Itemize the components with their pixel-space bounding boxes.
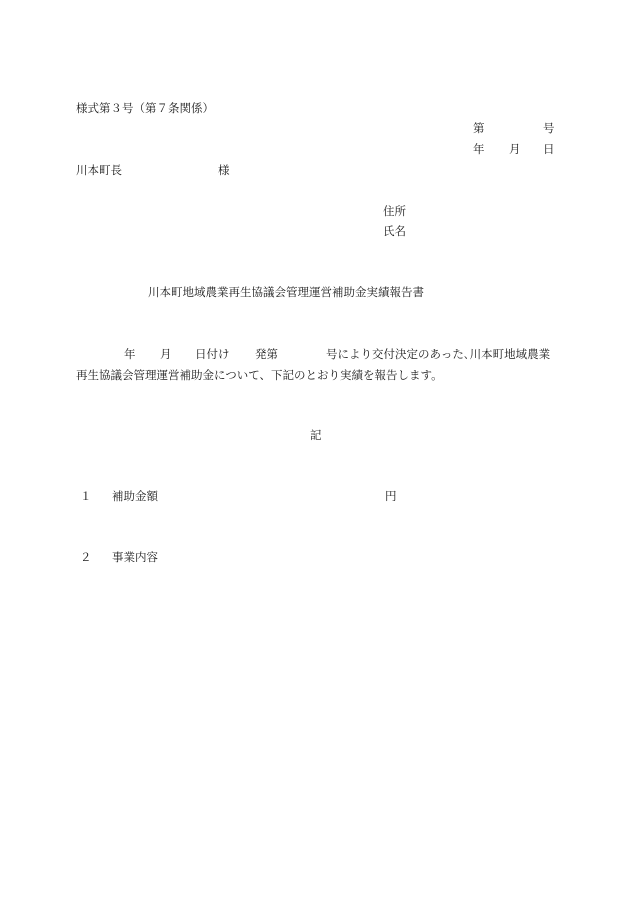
addressee-name: 川本町長 [76,163,122,177]
addressee-honorific: 様 [218,163,230,177]
item-1-unit: 円 [385,489,397,503]
body-line-2: 再生協議会管理運営補助金について、下記のとおり実績を報告します。 [76,368,443,382]
body-rest: 号により交付決定のあった､川本町地域農業 [326,347,551,361]
item-2-label: 事業内容 [112,550,158,564]
date-day: 日 [543,142,555,156]
body-month: 月 [160,347,172,361]
item-2-number: ２ [80,550,92,564]
issue-number-suffix: 号 [543,121,555,135]
body-dated: 日付け [195,347,230,361]
item-1-label: 補助金額 [112,489,158,503]
date-month: 月 [509,142,521,156]
issue-number-prefix: 第 [473,121,485,135]
applicant-address-label: 住所 [383,204,406,218]
applicant-name-label: 氏名 [383,224,406,238]
ki-heading: 記 [310,428,322,442]
form-label: 様式第３号（第７条関係） [76,101,214,115]
item-1-number: １ [80,489,92,503]
document-title: 川本町地域農業再生協議会管理運営補助金実績報告書 [148,285,424,299]
date-year: 年 [473,142,485,156]
body-year: 年 [124,347,136,361]
body-issued: 発第 [255,347,278,361]
